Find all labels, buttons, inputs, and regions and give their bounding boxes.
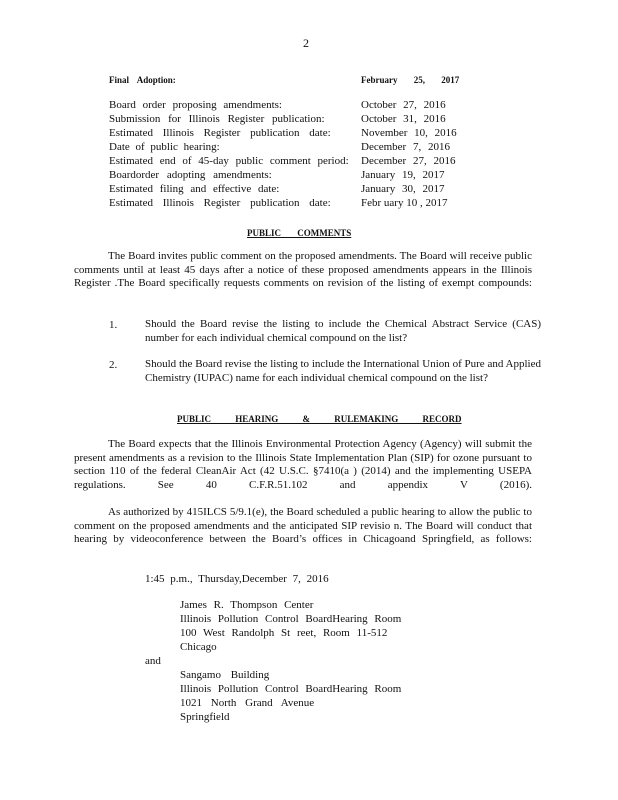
address-line: Illinois Pollution Control BoardHearing Room	[180, 613, 402, 625]
schedule-date: December 27, 2016	[361, 155, 456, 167]
location-chicago	[180, 598, 401, 654]
schedule-date: Febr uary 10 , 2017	[361, 197, 448, 209]
schedule-date: January 19, 2017	[361, 169, 445, 181]
schedule-row	[109, 112, 609, 126]
public-comments-paragraph: The Board invites public comment on the proposed amendments. The Board will receive public comments until at least 45 days after a notice of these proposed amendments appears in the Illinois Register .The Board specifically requests comments on revision of the listing of exempt compounds:	[74, 250, 532, 290]
schedule-date: December 7, 2016	[361, 141, 450, 153]
list-item-number: 2.	[109, 359, 118, 371]
schedule-row	[109, 140, 609, 154]
hearing-record-heading: PUBLIC HEARING & RULEMAKING RECORD	[177, 414, 462, 424]
schedule-row	[109, 154, 609, 168]
schedule-row	[109, 168, 609, 182]
schedule-label: Date of public hearing:	[109, 141, 220, 153]
address-line: 100 West Randolph St reet, Room 11-512	[180, 627, 388, 639]
address-line: Sangamo Building	[180, 669, 270, 681]
hearing-paragraph-2: As authorized by 415ILCS 5/9.1(e), the Board scheduled a public hearing to allow the public to comment on the proposed amendments and the anticipated SIP revisio n. The Board will conduct that hearing by videoconference between the Board’s offices in Chicagoand Springfield, as follows:	[74, 506, 532, 546]
schedule-row	[109, 196, 609, 210]
schedule-list	[109, 98, 609, 218]
public-comments-heading: PUBLIC COMMENTS	[247, 228, 352, 238]
list-item-number: 1.	[109, 319, 118, 331]
final-adoption-date: February 25, 2017	[361, 75, 460, 85]
and-separator: and	[145, 655, 161, 667]
schedule-label: Estimated filing and effective date:	[109, 183, 280, 195]
schedule-date: January 30, 2017	[361, 183, 445, 195]
schedule-label: Submission for Illinois Register publication:	[109, 113, 325, 125]
schedule-label: Board order proposing amendments:	[109, 99, 282, 111]
schedule-label: Estimated end of 45-day public comment period:	[109, 155, 349, 167]
location-springfield	[180, 668, 401, 724]
schedule-date: October 31, 2016	[361, 113, 446, 125]
address-line: Chicago	[180, 641, 217, 653]
schedule-row	[109, 98, 609, 112]
address-line: 1021 North Grand Avenue	[180, 697, 315, 709]
hearing-time: 1:45 p.m., Thursday,December 7, 2016	[145, 573, 329, 585]
schedule-date: November 10, 2016	[361, 127, 457, 139]
address-line: James R. Thompson Center	[180, 599, 314, 611]
list-item-text: Should the Board revise the listing to include the International Union of Pure and Applied Chemistry (IUPAC) name for each individual chemical compound on the list?	[145, 358, 541, 384]
final-adoption-label: Final Adoption:	[109, 75, 176, 85]
address-line: Springfield	[180, 711, 230, 723]
schedule-label: Boardorder adopting amendments:	[109, 169, 272, 181]
schedule-row	[109, 126, 609, 140]
schedule-row	[109, 182, 609, 196]
address-line: Illinois Pollution Control BoardHearing Room	[180, 683, 402, 695]
list-item-text: Should the Board revise the listing to include the Chemical Abstract Service (CAS) number for each individual chemical compound on the list?	[145, 318, 541, 344]
schedule-date: October 27, 2016	[361, 99, 446, 111]
hearing-paragraph-1: The Board expects that the Illinois Environmental Protection Agency (Agency) will submit the present amendments as a revision to the Illinois State Implementation Plan (SIP) for ozone pursuant to section 110 of the federal CleanAir Act (42 U.S.C. §7410(a ) (2014) and the implementing USEPA regulations. See 40 C.F.R.51.102 and appendix V (2016).	[74, 438, 532, 491]
page-number: 2	[303, 36, 309, 50]
schedule-label: Estimated Illinois Register publication date:	[109, 127, 331, 139]
schedule-label: Estimated Illinois Register publication date:	[109, 197, 331, 209]
